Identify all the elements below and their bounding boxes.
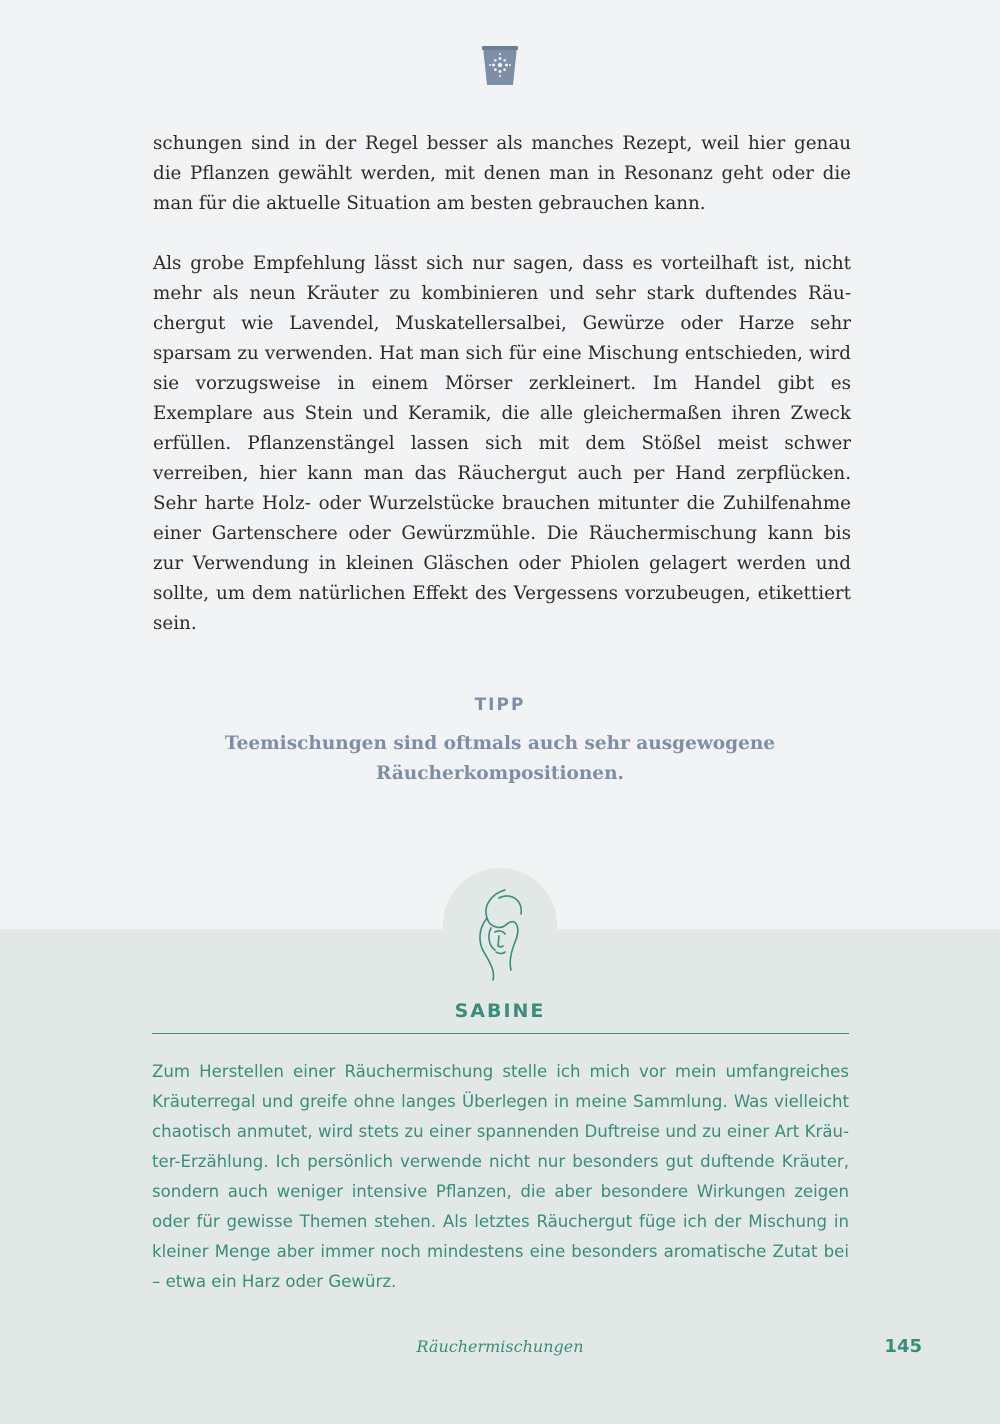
divider bbox=[152, 1033, 849, 1034]
footer-chapter-title: Räuchermischungen bbox=[416, 1337, 584, 1356]
page-number: 145 bbox=[884, 1336, 922, 1357]
sabine-quote: Zum Herstellen einer Räuchermischung stelle ich mich vor mein umfangreiches Kräuterregal und greife ohne langes Überlegen in meine Sammlung. Was vielleicht chaotisch anmutet, wird stets zu einer spannenden Duftreise und zu einer Art Kräuter-Erzählung. Ich persönlich verwende nicht nur besonders gut duftende Kräuter, sondern auch weniger intensive Pflanzen, die aber besondere Wirkungen zeigen oder für gewisse Themen stehen. Als letztes Räuchergut füge ich der Mischung in kleiner Menge aber immer noch mindestens eine besonders aromatische Zutat bei – etwa ein Harz oder Gewürz. bbox=[152, 1062, 849, 1291]
body-paragraph: Als grobe Empfehlung lässt sich nur sagen, dass es vorteilhaft ist, nicht mehr als neun Kräuter zu kombinieren und sehr stark duftendes Räuchergut wie Lavendel, Muskatellersalbei, Gewürze oder Harze sehr sparsam zu verwenden. Hat man sich für eine Mischung entschieden, wird sie vorzugsweise in einem Mörser zerkleinert. Im Handel gibt es Exemplare aus Stein und Keramik, die alle gleichermaßen ihren Zweck erfüllen. Pflanzenstängel lassen sich mit dem Stößel meist schwer verreiben, hier kann man das Räuchergut auch per Hand zerpflücken. Sehr harte Holz- oder Wurzelstücke brauchen mitunter die Zuhilfenahme einer Gartenschere oder Gewürzmühle. Die Räuchermischung kann bis zur Verwendung in kleinen Gläschen oder Phiolen gelagert werden und sollte, um dem natürlichen Effekt des Vergessens vorzubeugen, etikettiert sein. bbox=[153, 253, 851, 634]
face-line-art-icon bbox=[465, 884, 535, 984]
sabine-heading: SABINE bbox=[454, 1000, 546, 1022]
tip-label: TIPP bbox=[474, 695, 526, 715]
mortar-icon bbox=[480, 44, 520, 88]
body-paragraph: schungen sind in der Regel besser als manches Rezept, weil hier genau die Pflanzen gewählt werden, mit denen man in Resonanz geht oder die man für die aktuelle Situation am besten gebrauchen kann. bbox=[153, 133, 851, 214]
tip-text: Teemischungen sind oftmals auch sehr ausgewogene Räucherkompositionen. bbox=[224, 733, 776, 784]
